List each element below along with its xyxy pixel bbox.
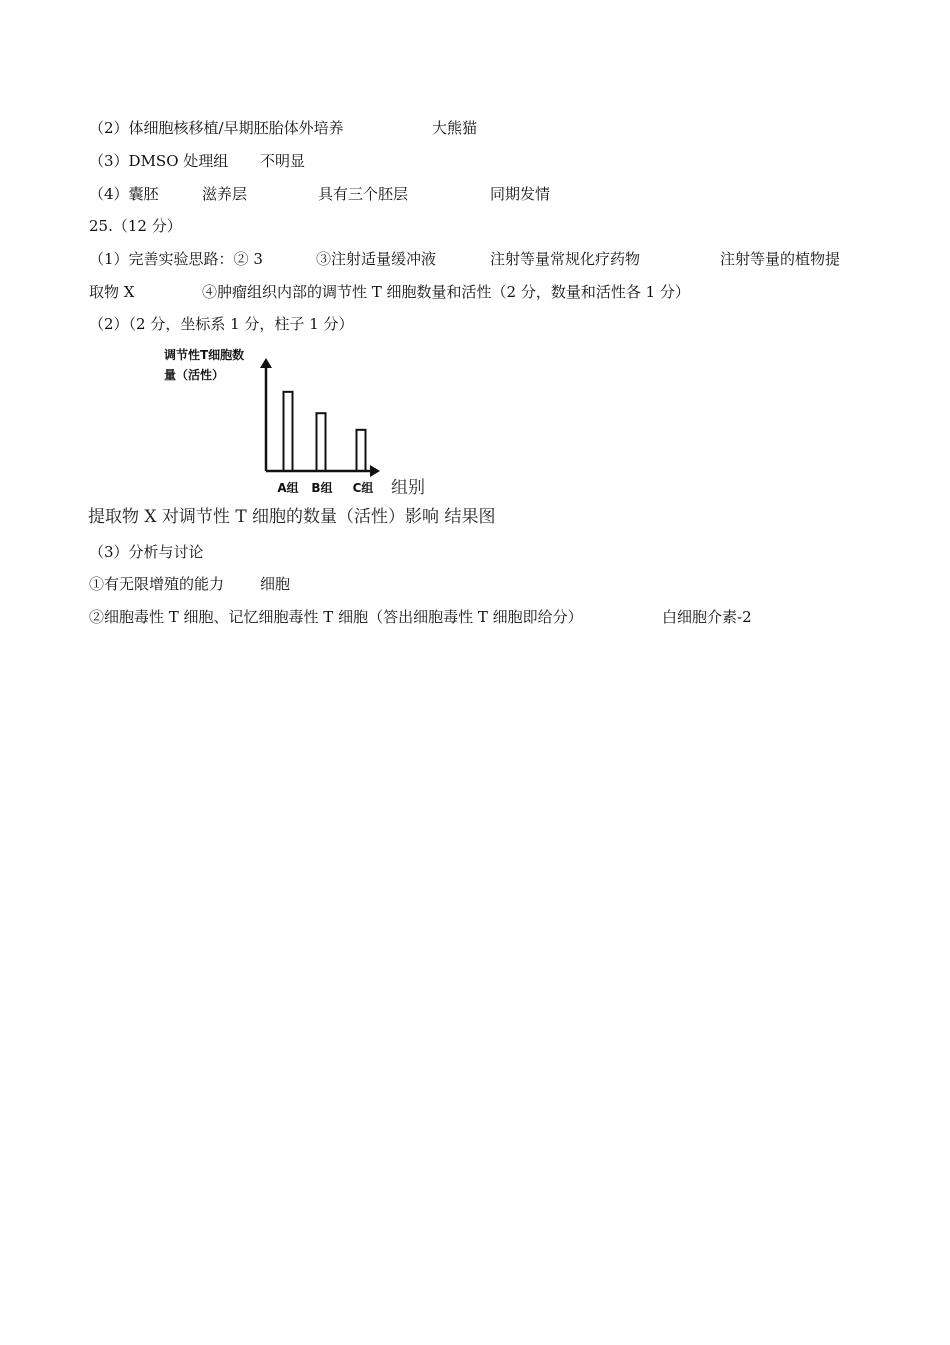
answer-text: （3）分析与讨论 xyxy=(89,543,204,561)
answer-text: 细胞 xyxy=(260,575,291,593)
result-figure xyxy=(88,338,538,533)
answer-text: 注射等量的植物提 xyxy=(720,250,841,268)
answer-text: 不明显 xyxy=(260,152,306,170)
answer-text: ②细胞毒性 T 细胞、记忆细胞毒性 T 细胞（答出细胞毒性 T 细胞即给分） xyxy=(89,608,583,626)
x-tick-label: B组 xyxy=(311,481,333,495)
figure-caption: 提取物 X 对调节性 T 细胞的数量（活性）影响 结果图 xyxy=(88,507,496,527)
answer-text: （2）体细胞核移植/早期胚胎体外培养 xyxy=(89,119,344,137)
answer-text: ③注射适量缓冲液 xyxy=(316,250,437,268)
answer-text: 大熊猫 xyxy=(432,119,478,137)
x-axis-arrow xyxy=(370,465,380,477)
x-tick-label: C组 xyxy=(352,481,374,495)
answer-text: 取物 X xyxy=(89,283,135,301)
answer-text: 注射等量常规化疗药物 xyxy=(490,250,641,268)
x-tick-label: A组 xyxy=(277,481,299,495)
x-axis-label: 组别 xyxy=(391,478,425,498)
answer-text: （2）（2 分，坐标系 1 分，柱子 1 分） xyxy=(89,315,354,333)
bar-B组 xyxy=(317,413,326,471)
answer-text: （4）囊胚 xyxy=(89,185,159,203)
answer-text: （3）DMSO 处理组 xyxy=(89,152,229,170)
answer-text: 同期发情 xyxy=(490,185,551,203)
answer-text: ④肿瘤组织内部的调节性 T 细胞数量和活性（2 分，数量和活性各 1 分） xyxy=(202,283,690,301)
bar-A组 xyxy=(284,392,293,471)
question-number: 25.（12 分） xyxy=(89,217,182,235)
bar-C组 xyxy=(357,430,366,471)
y-axis-arrow xyxy=(260,358,272,368)
answer-text: 白细胞介素-2 xyxy=(662,608,752,626)
answer-text: ①有无限增殖的能力 xyxy=(89,575,225,593)
answer-text: 滋养层 xyxy=(202,185,248,203)
answer-text: （1）完善实验思路：② 3 xyxy=(89,250,263,268)
answer-text: 具有三个胚层 xyxy=(318,185,409,203)
y-axis-label: 量（活性） xyxy=(164,368,225,382)
y-axis-label: 调节性T细胞数 xyxy=(164,348,245,362)
bar-chart xyxy=(88,338,538,506)
